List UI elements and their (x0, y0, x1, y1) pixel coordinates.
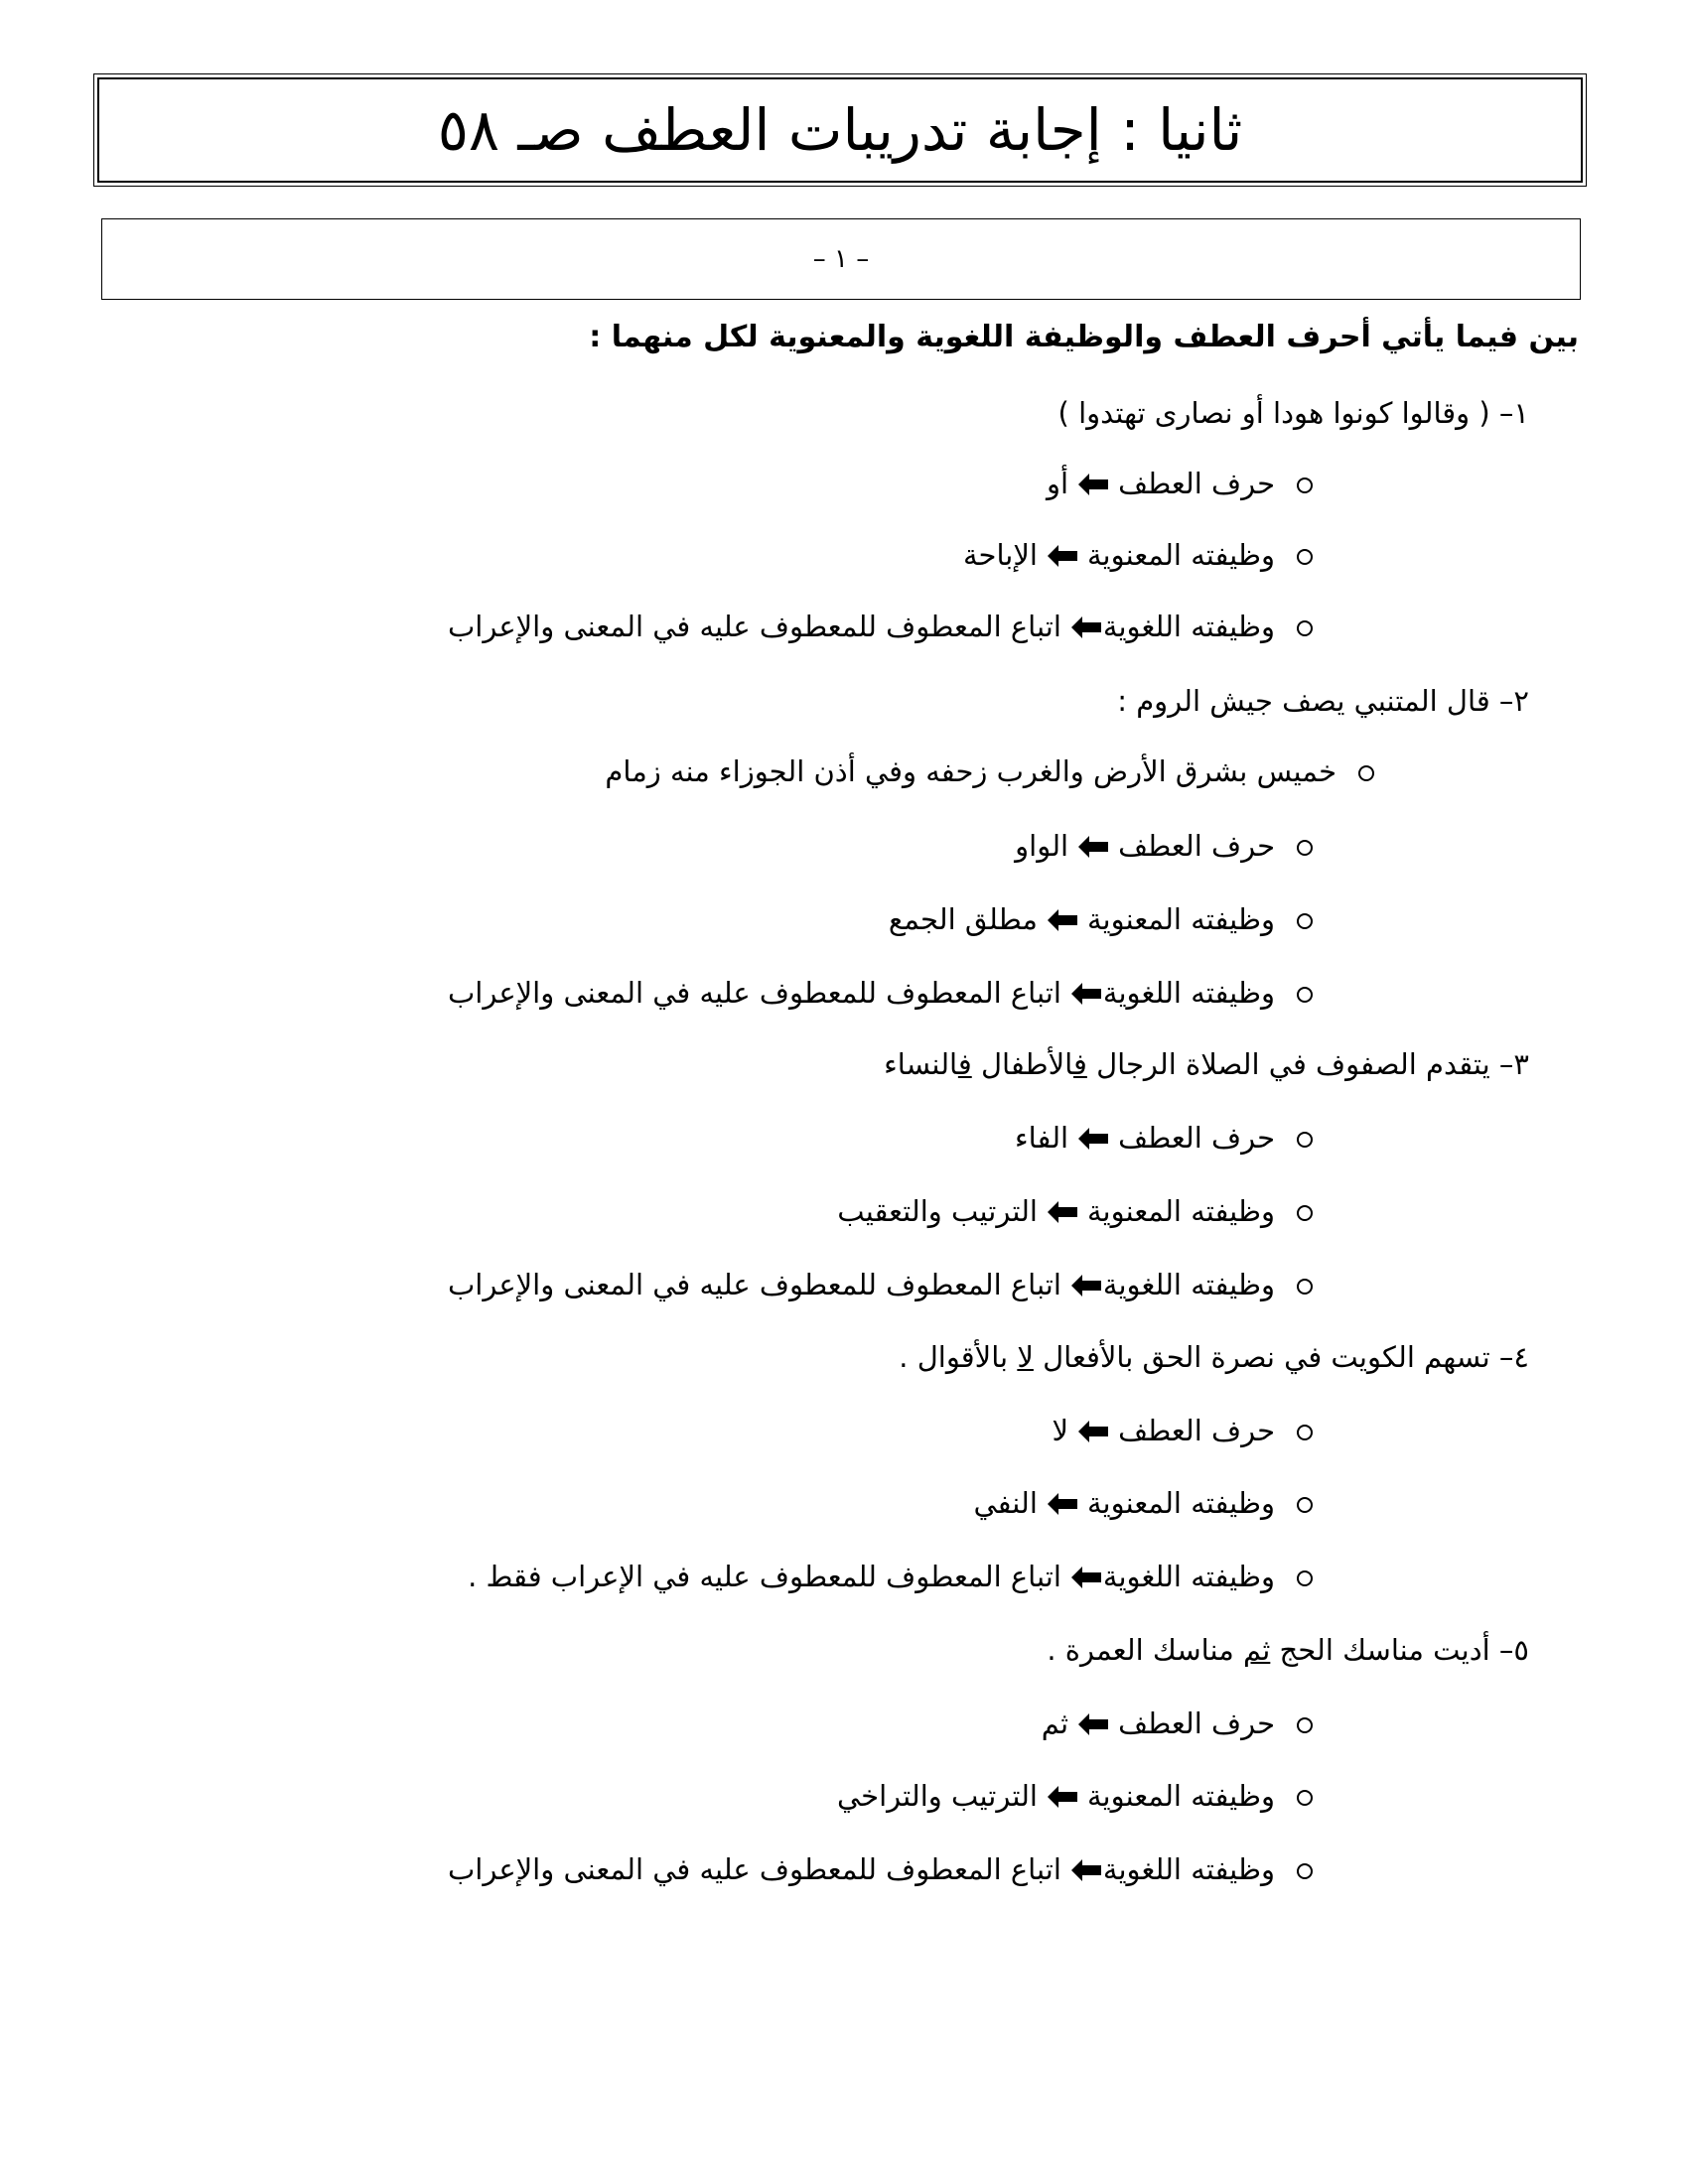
bullet-icon (1297, 478, 1313, 493)
item-2-semantic (888, 902, 1313, 936)
label-letter: حرف العطف (1118, 1414, 1275, 1447)
value-semantic: النفي (973, 1486, 1038, 1520)
label-letter: حرف العطف (1118, 467, 1275, 500)
item-4-sentence (899, 1340, 1529, 1374)
item-3-semantic (837, 1194, 1313, 1228)
item-2-grammatical (447, 976, 1313, 1010)
label-letter: حرف العطف (1118, 1706, 1275, 1740)
underlined-conjunction: ف (957, 1047, 972, 1081)
item-5-semantic (837, 1779, 1313, 1813)
label-semantic: وظيفته المعنوية (1086, 1779, 1275, 1813)
arrow-left-icon (1048, 1199, 1077, 1228)
item-2-letter (1015, 829, 1313, 863)
item-4-letter (1052, 1414, 1313, 1447)
bullet-icon (1297, 1863, 1313, 1879)
label-semantic: وظيفته المعنوية (1086, 538, 1275, 572)
arrow-left-icon (1078, 1711, 1108, 1740)
bullet-icon (1297, 1570, 1313, 1586)
item-4-grammatical (468, 1560, 1313, 1593)
item-number: ٣– (1498, 1047, 1529, 1081)
exercise-number: – ١ – (812, 244, 870, 274)
item-4-semantic (973, 1486, 1313, 1520)
item-5-letter (1041, 1706, 1313, 1740)
value-letter: لا (1052, 1414, 1069, 1447)
item-number: ٥– (1498, 1633, 1529, 1667)
label-letter: حرف العطف (1118, 1121, 1275, 1155)
title-box (97, 77, 1583, 183)
sentence-text: أديت مناسك الحج ثم مناسك العمرة . (1047, 1633, 1490, 1667)
value-semantic: الترتيب والتراخي (837, 1779, 1038, 1813)
underlined-conjunction: ف (1073, 1047, 1087, 1081)
arrow-left-icon (1071, 1857, 1101, 1886)
item-1-letter (1047, 467, 1313, 500)
value-grammatical: اتباع المعطوف للمعطوف عليه في المعنى والإعراب (447, 1268, 1061, 1301)
arrow-left-icon (1078, 834, 1108, 863)
bullet-icon (1297, 1132, 1313, 1148)
item-2-verse (605, 754, 1374, 788)
value-grammatical: اتباع المعطوف للمعطوف عليه في المعنى والإعراب (447, 1852, 1061, 1886)
item-2-sentence (1117, 684, 1529, 718)
bullet-icon (1297, 1717, 1313, 1733)
verse-text: خميس بشرق الأرض والغرب زحفه وفي أذن الجوزاء منه زمام (605, 754, 1336, 788)
arrow-left-icon (1048, 907, 1077, 936)
bullet-icon (1297, 1205, 1313, 1221)
item-number: ١– (1498, 396, 1529, 430)
value-letter: أو (1047, 467, 1069, 500)
bullet-icon (1297, 1497, 1313, 1513)
question-prompt: بين فيما يأتي أحرف العطف والوظيفة اللغوية والمعنوية لكل منهما : (589, 320, 1579, 354)
bullet-icon (1297, 620, 1313, 636)
arrow-left-icon (1048, 1784, 1077, 1813)
item-number: ٤– (1498, 1340, 1529, 1374)
label-semantic: وظيفته المعنوية (1086, 1486, 1275, 1520)
bullet-icon (1297, 549, 1313, 565)
bullet-icon (1297, 987, 1313, 1003)
sentence-text: قال المتنبي يصف جيش الروم : (1117, 684, 1490, 718)
arrow-left-icon (1078, 1419, 1108, 1447)
label-grammatical: وظيفته اللغوية (1102, 976, 1275, 1010)
arrow-left-icon (1071, 1273, 1101, 1301)
item-5-grammatical (447, 1852, 1313, 1886)
value-semantic: الترتيب والتعقيب (837, 1194, 1038, 1228)
label-letter: حرف العطف (1118, 829, 1275, 863)
label-semantic: وظيفته المعنوية (1086, 1194, 1275, 1228)
item-1-grammatical (447, 610, 1313, 643)
item-3-sentence (884, 1047, 1529, 1081)
sentence-text: ( وقالوا كونوا هودا أو نصارى تهتدوا ) (1057, 396, 1490, 430)
value-letter: الواو (1015, 829, 1069, 863)
value-semantic: مطلق الجمع (888, 902, 1038, 936)
arrow-left-icon (1048, 543, 1077, 572)
item-1-semantic (962, 538, 1313, 572)
arrow-left-icon (1071, 1565, 1101, 1593)
bullet-icon (1297, 913, 1313, 929)
value-grammatical: اتباع المعطوف للمعطوف عليه في المعنى والإعراب (447, 610, 1061, 643)
arrow-left-icon (1048, 1491, 1077, 1520)
sentence-text: تسهم الكويت في نصرة الحق بالأفعال لا بالأقوال . (899, 1340, 1490, 1374)
item-1-sentence (1057, 396, 1529, 430)
value-semantic: الإباحة (962, 538, 1038, 572)
item-3-grammatical (447, 1268, 1313, 1301)
value-letter: ثم (1041, 1706, 1069, 1740)
value-grammatical: اتباع المعطوف للمعطوف عليه في الإعراب فقط . (468, 1560, 1061, 1593)
item-number: ٢– (1498, 684, 1529, 718)
label-semantic: وظيفته المعنوية (1086, 902, 1275, 936)
value-letter: الفاء (1015, 1121, 1069, 1155)
arrow-left-icon (1071, 981, 1101, 1010)
bullet-icon (1297, 840, 1313, 856)
bullet-icon (1297, 1279, 1313, 1295)
bullet-icon (1297, 1790, 1313, 1806)
label-grammatical: وظيفته اللغوية (1102, 1268, 1275, 1301)
arrow-left-icon (1071, 614, 1101, 643)
arrow-left-icon (1078, 1126, 1108, 1155)
arrow-left-icon (1078, 472, 1108, 500)
item-3-letter (1015, 1121, 1313, 1155)
underlined-conjunction: لا (1017, 1340, 1034, 1374)
underlined-conjunction: ثم (1242, 1633, 1271, 1667)
label-grammatical: وظيفته اللغوية (1102, 1852, 1275, 1886)
page-title: ثانيا : إجابة تدريبات العطف صـ ٥٨ (437, 96, 1243, 164)
value-grammatical: اتباع المعطوف للمعطوف عليه في المعنى والإعراب (447, 976, 1061, 1010)
bullet-icon (1297, 1425, 1313, 1440)
sentence-text: يتقدم الصفوف في الصلاة الرجال فالأطفال فالنساء (884, 1047, 1490, 1081)
exercise-number-box (101, 218, 1581, 300)
bullet-icon (1358, 765, 1374, 781)
label-grammatical: وظيفته اللغوية (1102, 1560, 1275, 1593)
item-5-sentence (1047, 1633, 1529, 1667)
label-grammatical: وظيفته اللغوية (1102, 610, 1275, 643)
